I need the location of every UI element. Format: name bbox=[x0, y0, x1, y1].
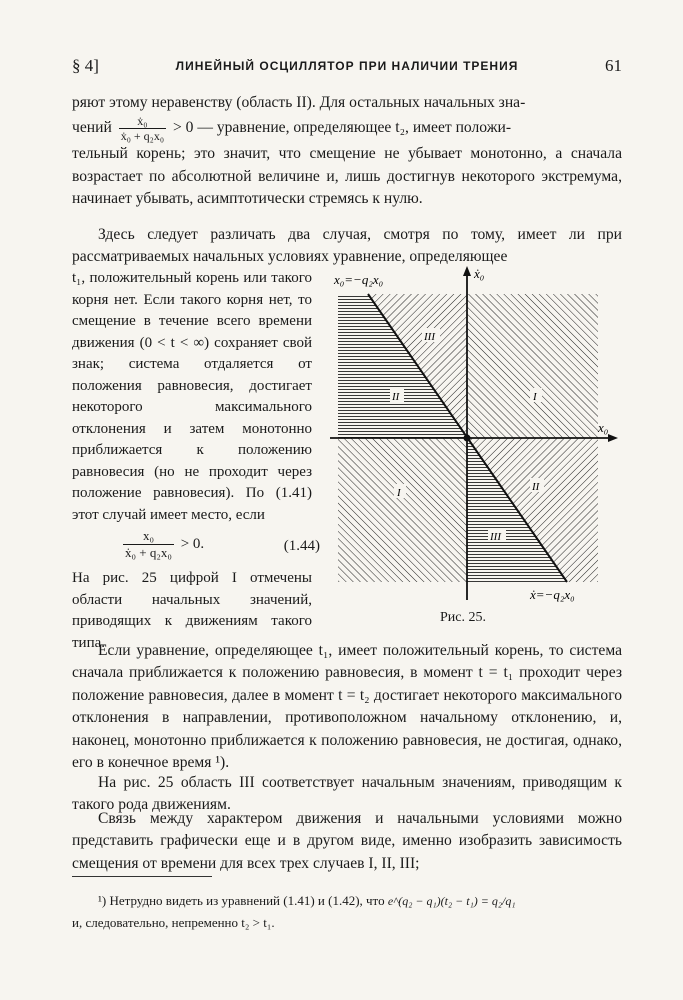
y-axis-arrow-icon bbox=[463, 266, 471, 276]
y-axis-label: ẋ₀ bbox=[474, 266, 485, 281]
region-I-lower-left bbox=[338, 438, 467, 582]
footnote-rule bbox=[72, 876, 212, 877]
figure-caption: Рис. 25. bbox=[440, 610, 486, 625]
origin-point bbox=[464, 435, 471, 442]
paragraph-6 bbox=[72, 808, 622, 875]
equation-1-44 bbox=[120, 528, 320, 568]
x-axis-label: x₀ bbox=[598, 420, 609, 435]
equation-label: (1.44) bbox=[283, 538, 320, 554]
inline-fraction bbox=[119, 114, 166, 143]
p1-line1: ряют этому неравенству (область II). Для остальных начальных зна- bbox=[72, 94, 526, 111]
bottom-right-line-label: ẋ=−q₂x₀ bbox=[530, 587, 575, 602]
p1-line2-pre: чений bbox=[72, 119, 112, 137]
region-label-I-upper: I bbox=[533, 391, 537, 403]
running-title: ЛИНЕЙНЫЙ ОСЦИЛЛЯТОР ПРИ НАЛИЧИИ ТРЕНИЯ bbox=[175, 59, 519, 73]
region-label-II-upper: II bbox=[392, 391, 400, 403]
equation-relation: > 0. bbox=[180, 535, 205, 552]
p1-rest: тельный корень; это значит, что смещение не убывает монотонно, а сначала возрастает по абсолютной величине и, лишь достигнув некоторого экстремума, начинает убывать, асимптотически стремясь к нулю. bbox=[72, 145, 622, 208]
region-label-II-lower: II bbox=[532, 481, 540, 493]
page-number: 61 bbox=[605, 56, 622, 75]
p1-line2-post: > 0 — уравнение, определяющее t₂, имеет положи- bbox=[172, 119, 512, 137]
region-label-III-lower: III bbox=[490, 531, 501, 543]
footnote bbox=[72, 890, 622, 934]
p1-line2 bbox=[72, 114, 622, 143]
paragraph-2b bbox=[72, 268, 312, 526]
p5-text: На рис. 25 область III соответствует начальным значениям, приводящим к такого рода движениям. bbox=[72, 774, 622, 814]
paragraph-1 bbox=[72, 92, 622, 211]
section-mark: § 4] bbox=[72, 56, 99, 75]
top-left-line-label: x₀=−q₂x₀ bbox=[334, 272, 384, 287]
equation-numerator: x₀ bbox=[123, 528, 174, 545]
x-axis-arrow-icon bbox=[608, 434, 618, 442]
running-header bbox=[72, 56, 622, 80]
fraction-numerator: ẋ₀ bbox=[119, 114, 166, 129]
region-label-I-lower: I bbox=[397, 487, 401, 499]
footnote-formula: e^(q₂ − q₁)(t₂ − t₁) = q₂/q₁ bbox=[387, 894, 516, 908]
p2b-text: t₁, положительный корень или такого корня нет. Если такого корня нет, то смещение в течение всего времени движения (0 < t < ∞) сохраняет свой знак; система отдаляется от положения равновесия, достигает некоторого максимального отклонения и затем монотонно приближается к положению равновесия (но не проходит через положение равновесия). По (1.41) этот случай имеет место, если bbox=[72, 270, 312, 523]
region-I-upper-right bbox=[467, 294, 598, 438]
p4-text: Если уравнение, определяющее t₁, имеет положительный корень, то система сначала приближается к положению равновесия, в момент t = t₁ проходит через положение равновесия, далее в момент t = t₂ достигает некоторого максимального отклонения в направлении, противоположном начальному отклонению, и, наконец, монотонно приближается к положению равновесия, не достигая, однако, его в конечное время ¹). bbox=[72, 642, 622, 772]
paragraph-4 bbox=[72, 640, 622, 774]
fraction-denominator: ẋ₀ + q₂x₀ bbox=[120, 129, 165, 144]
figure-25 bbox=[330, 262, 620, 612]
p3-text: На рис. 25 цифрой I отмечены области начальных значений, приводящих к движениям такого типа. bbox=[72, 570, 312, 651]
footnote-text: ¹) Нетрудно видеть из уравнений (1.41) и (1.42), что bbox=[98, 893, 385, 908]
footnote-tail: и, следовательно, непременно t₂ > t₁. bbox=[72, 915, 275, 930]
phase-plane-diagram bbox=[330, 262, 620, 612]
region-label-III-upper: III bbox=[424, 331, 435, 343]
equation-fraction bbox=[123, 528, 174, 561]
p6-text: Связь между характером движения и начальными условиями можно представить графически еще и в другом виде, именно изобразить зависимость смещения от времени для всех трех случаев I, II, III; bbox=[72, 810, 622, 872]
p2-text: Здесь следует различать два случая, смотря по тому, имеет ли при рассматриваемых начальных условиях уравнение, определяющее bbox=[72, 226, 622, 266]
equation-denominator: ẋ₀ + q₂x₀ bbox=[125, 545, 172, 560]
